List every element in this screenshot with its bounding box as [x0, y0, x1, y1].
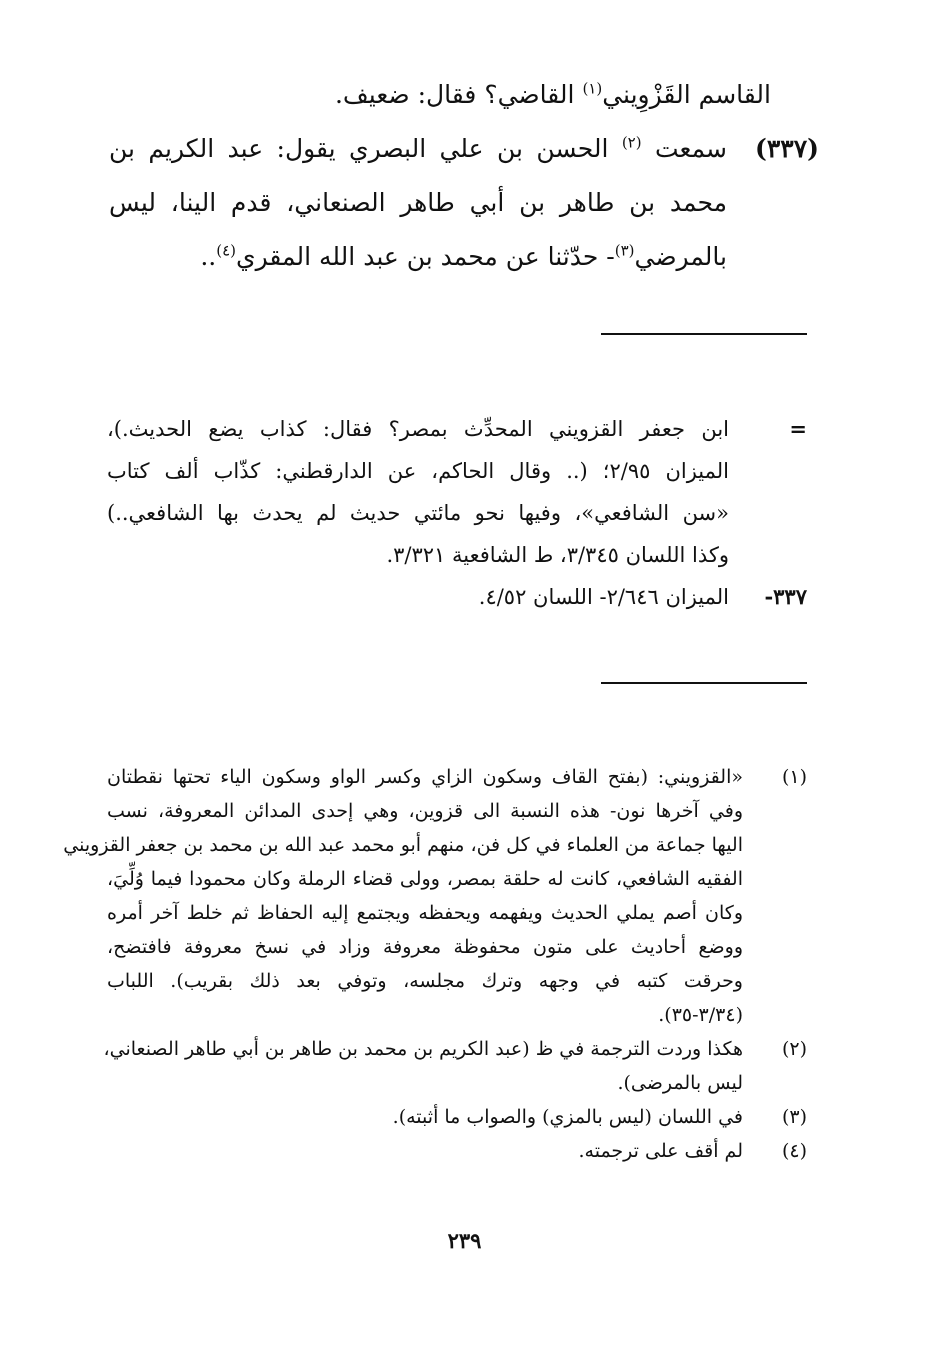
entry-note-number: ٣٣٧- — [764, 584, 807, 609]
source-notes — [107, 408, 807, 618]
footnote-line: في اللسان (ليس بالمزي) والصواب ما أثبته). — [392, 1106, 743, 1128]
footnote-line: وكان أصم يملي الحديث ويفهمه ويحفظه ويجتمع إليه الحفاظ ثم خلط آخر أمره — [107, 902, 743, 924]
footnote-line: وفي آخرها نون- هذه النسبة الى قزوين، وهي إحدى المدائن المعروفة، نسب — [107, 800, 743, 822]
entry-number: (٣٣٧) — [755, 134, 819, 163]
main-line-4-b: - حدّثنا عن محمد بن عبد الله المقري — [236, 242, 615, 271]
note-line: وكذا اللسان ٣/٣٤٥، ط الشافعية ٣/٣٢١. — [386, 543, 729, 567]
footnote-number: (٤) — [781, 1140, 807, 1162]
main-text-line — [109, 122, 727, 176]
footnote-number: (٢) — [781, 1038, 807, 1060]
note-line: ابن جعفر القزويني المحدِّث بمصر؟ فقال: كذاب يضع الحديث.)، — [107, 417, 729, 441]
main-line-1-rest: القاضي؟ فقال: ضعيف. — [334, 80, 583, 109]
footnote-line: الفقيه الشافعي، كانت له حلقة بمصر، وولى قضاء الرملة وكان محمودا فيما وُلِّيَ، — [107, 868, 743, 890]
footnote-line: ووضع أحاديث على متون محفوظة معروفة وزاد في نسخ معروفة فافتضح، — [107, 936, 743, 958]
footnote-number: (١) — [781, 766, 807, 788]
main-line-4-c: .. — [200, 242, 217, 271]
main-text-line: محمد بن طاهر بن أبي طاهر الصنعاني، قدم الينا، ليس — [109, 188, 727, 217]
footnote-1 — [63, 760, 807, 1032]
main-line-1-text: القاسم القَزْوِيني — [602, 80, 771, 109]
footnote-3 — [107, 1100, 807, 1134]
note-line: الميزان ٢/٩٥؛ (.. وقال الحاكم، عن الدارقطني: كذّاب ألف كتاب — [107, 459, 729, 483]
footnote-ref-3: (٣) — [614, 241, 635, 260]
footnote-line: ليس بالمرضى). — [617, 1072, 743, 1094]
footnote-ref-4: (٤) — [216, 241, 237, 260]
note-line: «سن الشافعي»، وفيها نحو مائتي حديث لم يحدث بها الشافعي..) — [107, 501, 729, 525]
main-text-block — [109, 68, 819, 284]
footnote-number: (٣) — [781, 1106, 807, 1128]
separator-rule — [601, 333, 807, 335]
footnote-4 — [107, 1134, 807, 1168]
footnote-line: هكذا وردت الترجمة في ظ (عبد الكريم بن محمد بن طاهر بن أبي طاهر الصنعاني، — [103, 1038, 743, 1060]
footnote-line: اليها جماعة من العلماء في كل فن، منهم أبو محمد عبد الله بن محمد بن جعفر القزويني — [63, 834, 743, 856]
footnote-line: وحرقت كتبه في وجهه وترك مجلسه، وتوفي بعد ذلك بقريب). اللباب — [107, 970, 743, 992]
main-text-line — [109, 68, 771, 122]
footnote-line: لم أقف على ترجمته. — [578, 1140, 743, 1162]
separator-rule — [601, 682, 807, 684]
footnote-ref-1: (١) — [582, 79, 603, 98]
note-line: الميزان ٢/٦٤٦- اللسان ٤/٥٢. — [478, 585, 729, 609]
page-number: ٢٣٩ — [447, 1228, 482, 1253]
footnote-line: (٣/٣٤-٣٥). — [658, 1004, 743, 1026]
footnotes — [63, 760, 807, 1168]
entry-337 — [109, 122, 819, 284]
main-line-2-a: سمعت — [641, 134, 727, 163]
footnote-2 — [103, 1032, 807, 1100]
continuation-mark: = — [789, 416, 807, 441]
main-line-4-a: بالمرضي — [634, 242, 727, 271]
entry-note-337 — [107, 576, 807, 618]
main-text-line — [109, 230, 727, 284]
footnote-ref-2: (٢) — [621, 133, 642, 152]
footnote-line: «القزويني: (بفتح القاف وسكون الزاي وكسر الواو وسكون الياء تحتها نقطتان — [107, 766, 743, 788]
main-line-2-b: الحسن بن علي البصري يقول: عبد الكريم بن — [109, 134, 622, 163]
continued-note — [107, 408, 807, 576]
